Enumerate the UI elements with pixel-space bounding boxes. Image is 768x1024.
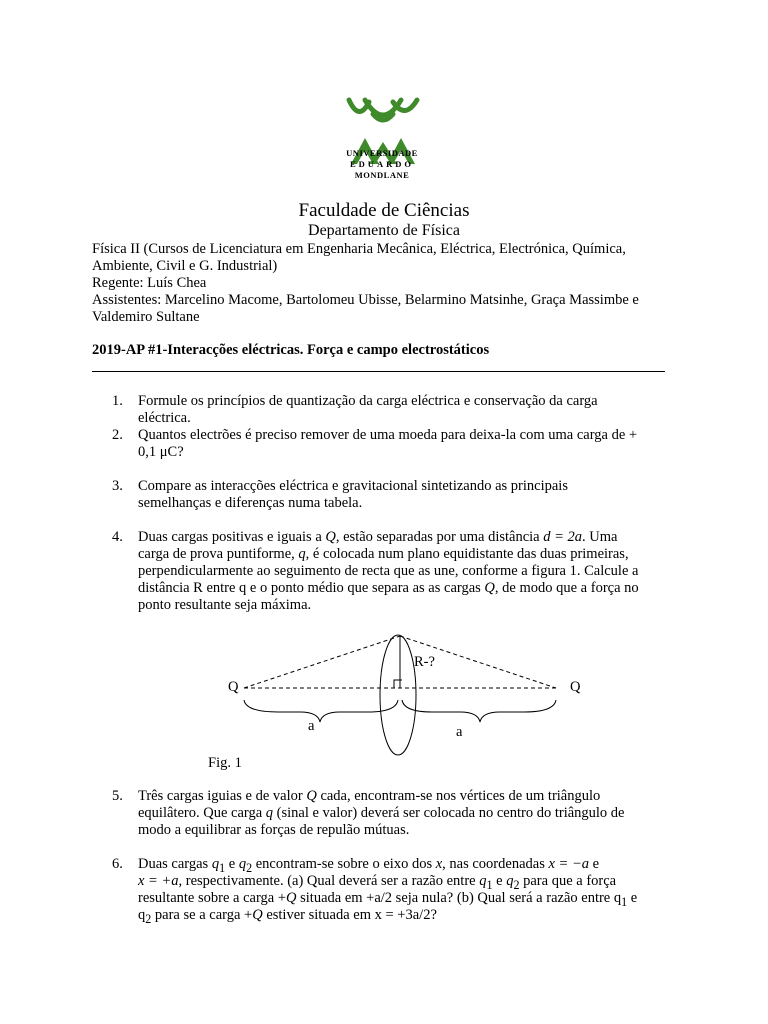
- question-5-line-3: modo a equilibrar as forças de repulão mútuas.: [138, 822, 410, 838]
- question-1-line-2: eléctrica.: [138, 410, 191, 426]
- right-angle-mark: [394, 680, 402, 688]
- faculty-title: Faculdade de Ciências: [298, 200, 470, 221]
- question-4-line-3: perpendicularmente ao seguimento de recta que as une, conforme a figura 1. Calcule a: [138, 563, 639, 579]
- question-1-line-1: Formule os princípios de quantização da carga eléctrica e conservação da carga: [138, 393, 598, 409]
- question-4-line-1: Duas cargas positivas e iguais a Q, estão separadas por uma distância d = 2a. Uma: [138, 529, 618, 545]
- question-1-number: 1.: [112, 393, 123, 409]
- question-3-number: 3.: [112, 478, 123, 494]
- left-dashed-line: [244, 636, 400, 688]
- logo-line-3: MONDLANE: [354, 170, 410, 180]
- department-title: Departamento de Física: [308, 222, 460, 239]
- regent-line: Regente: Luís Chea: [92, 275, 207, 291]
- course-line-2: Ambiente, Civil e G. Industrial): [92, 258, 278, 274]
- question-6-line-4: $q_2$ para se a carga +Q estiver situada em x = +3a/2?: [138, 907, 437, 926]
- question-6-line-2: x = +a, respectivamente. (a) Qual deverá ser a razão entre $q_1$ e $q_2$ para que a força: [138, 873, 617, 892]
- perpendicular-plane-ellipse: [380, 635, 416, 755]
- question-4-line-2: carga de prova puntiforme, q, é colocada num plano equidistante das duas primeiras,: [138, 546, 629, 562]
- question-2-line-2: 0,1 μC?: [138, 444, 184, 460]
- question-4-line-4: distância R entre q e o ponto médio que separa as as cargas Q, de modo que a força no: [138, 580, 639, 596]
- question-6-line-1: Duas cargas $q_1$ e $q_2$ encontram-se sobre o eixo dos x, nas coordenadas x = −a e: [138, 856, 600, 875]
- question-5-line-1: Três cargas iguias e de valor Q cada, encontram-se nos vértices de um triângulo: [138, 788, 601, 804]
- question-2-number: 2.: [112, 427, 123, 443]
- question-4-line-5: ponto resultante seja máxima.: [138, 597, 312, 613]
- question-6-number: 6.: [112, 856, 123, 872]
- figure-caption: Fig. 1: [208, 755, 242, 771]
- question-2-line-1: Quantos electrões é preciso remover de uma moeda para deixa-la com uma carga de +: [138, 427, 638, 443]
- question-5-line-2: equilâtero. Que carga q (sinal e valor) deverá ser colocada no centro do triângulo de: [138, 805, 625, 821]
- question-3-line-1: Compare as interacções eléctrica e gravitacional sintetizando as principais: [138, 478, 568, 494]
- course-line-1: Física II (Cursos de Licenciatura em Engenharia Mecânica, Eléctrica, Electrónica, Química,: [92, 241, 626, 257]
- left-distance-label: a: [308, 718, 315, 734]
- figure-1-diagram: [0, 620, 768, 770]
- worksheet-title: 2019-AP #1-Interacções eléctricas. Força e campo electrostáticos: [92, 342, 490, 358]
- question-4-number: 4.: [112, 529, 123, 545]
- question-6-line-3: resultante sobre a carga +Q situada em +a/2 seja nula? (b) Qual será a razão entre $q_1$ e: [138, 890, 638, 909]
- right-charge-label: Q: [570, 679, 581, 695]
- logo-line-2: EDUARDO: [350, 159, 414, 169]
- right-brace: [402, 700, 556, 722]
- left-brace: [244, 700, 398, 722]
- r-label: R-?: [414, 654, 435, 670]
- assistants-line-2: Valdemiro Sultane: [92, 309, 200, 325]
- question-3-line-2: semelhanças e diferenças numa tabela.: [138, 495, 363, 511]
- title-underline: [92, 371, 665, 372]
- left-charge-label: Q: [228, 679, 239, 695]
- logo-line-1: UNIVERSIDADE: [346, 148, 418, 158]
- right-distance-label: a: [456, 724, 463, 740]
- assistants-line-1: Assistentes: Marcelino Macome, Bartolomeu Ubisse, Belarmino Matsinhe, Graça Massimbe e: [92, 292, 639, 308]
- question-5-number: 5.: [112, 788, 123, 804]
